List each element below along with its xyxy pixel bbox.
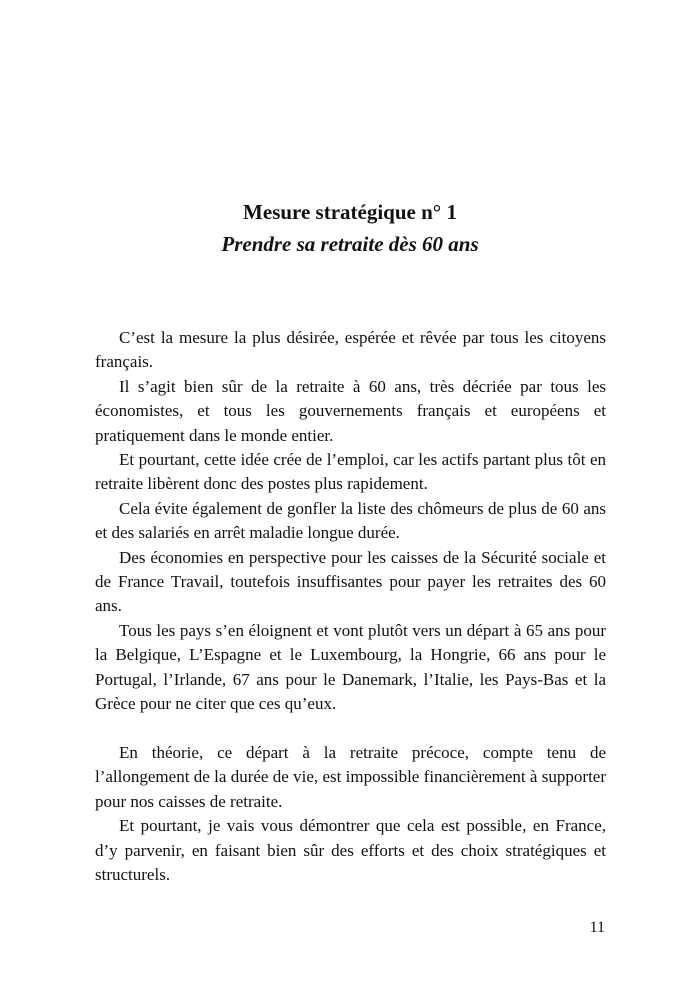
chapter-heading (0, 196, 700, 260)
paragraph: Cela évite également de gonfler la liste des chômeurs de plus de 60 ans et des salariés en arrêt maladie longue durée. (95, 498, 606, 543)
paragraph: En théorie, ce départ à la retraite précoce, compte tenu de l’allongement de la durée de vie, est impossible financièrement à supporter pour nos caisses de retraite. (95, 742, 606, 811)
body-text (95, 326, 606, 887)
paragraph: Et pourtant, je vais vous démontrer que cela est possible, en France, d’y parvenir, en faisant bien sûr des efforts et des choix stratégiques et structurels. (95, 816, 606, 884)
paragraph: Des économies en perspective pour les caisses de la Sécurité sociale et de France Travail, toutefois insuffisantes pour payer les retraites des 60 ans. (95, 547, 606, 616)
paragraph-spacer (95, 717, 606, 741)
chapter-subtitle: Prendre sa retraite dès 60 ans (221, 232, 479, 256)
paragraph: C’est la mesure la plus désirée, espérée et rêvée par tous les citoyens français. (95, 328, 606, 372)
paragraph: Il s’agit bien sûr de la retraite à 60 ans, très décriée par tous les économistes, et tous les gouvernements français et européens et pratiquement dans le monde entier. (95, 376, 606, 445)
chapter-title: Mesure stratégique n° 1 (243, 200, 457, 224)
page-number: 11 (589, 919, 605, 936)
paragraph: Et pourtant, cette idée crée de l’emploi, car les actifs partant plus tôt en retraite libèrent donc des postes plus rapidement. (95, 450, 606, 494)
paragraph: Tous les pays s’en éloignent et vont plutôt vers un départ à 65 ans pour la Belgique, L’Espagne et le Luxembourg, la Hongrie, 66 ans pour le Portugal, l’Irlande, 67 ans pour le Danemark, l’Italie, les Pays-Bas et la Grèce pour ne citer que ces qu’eux. (95, 620, 606, 714)
